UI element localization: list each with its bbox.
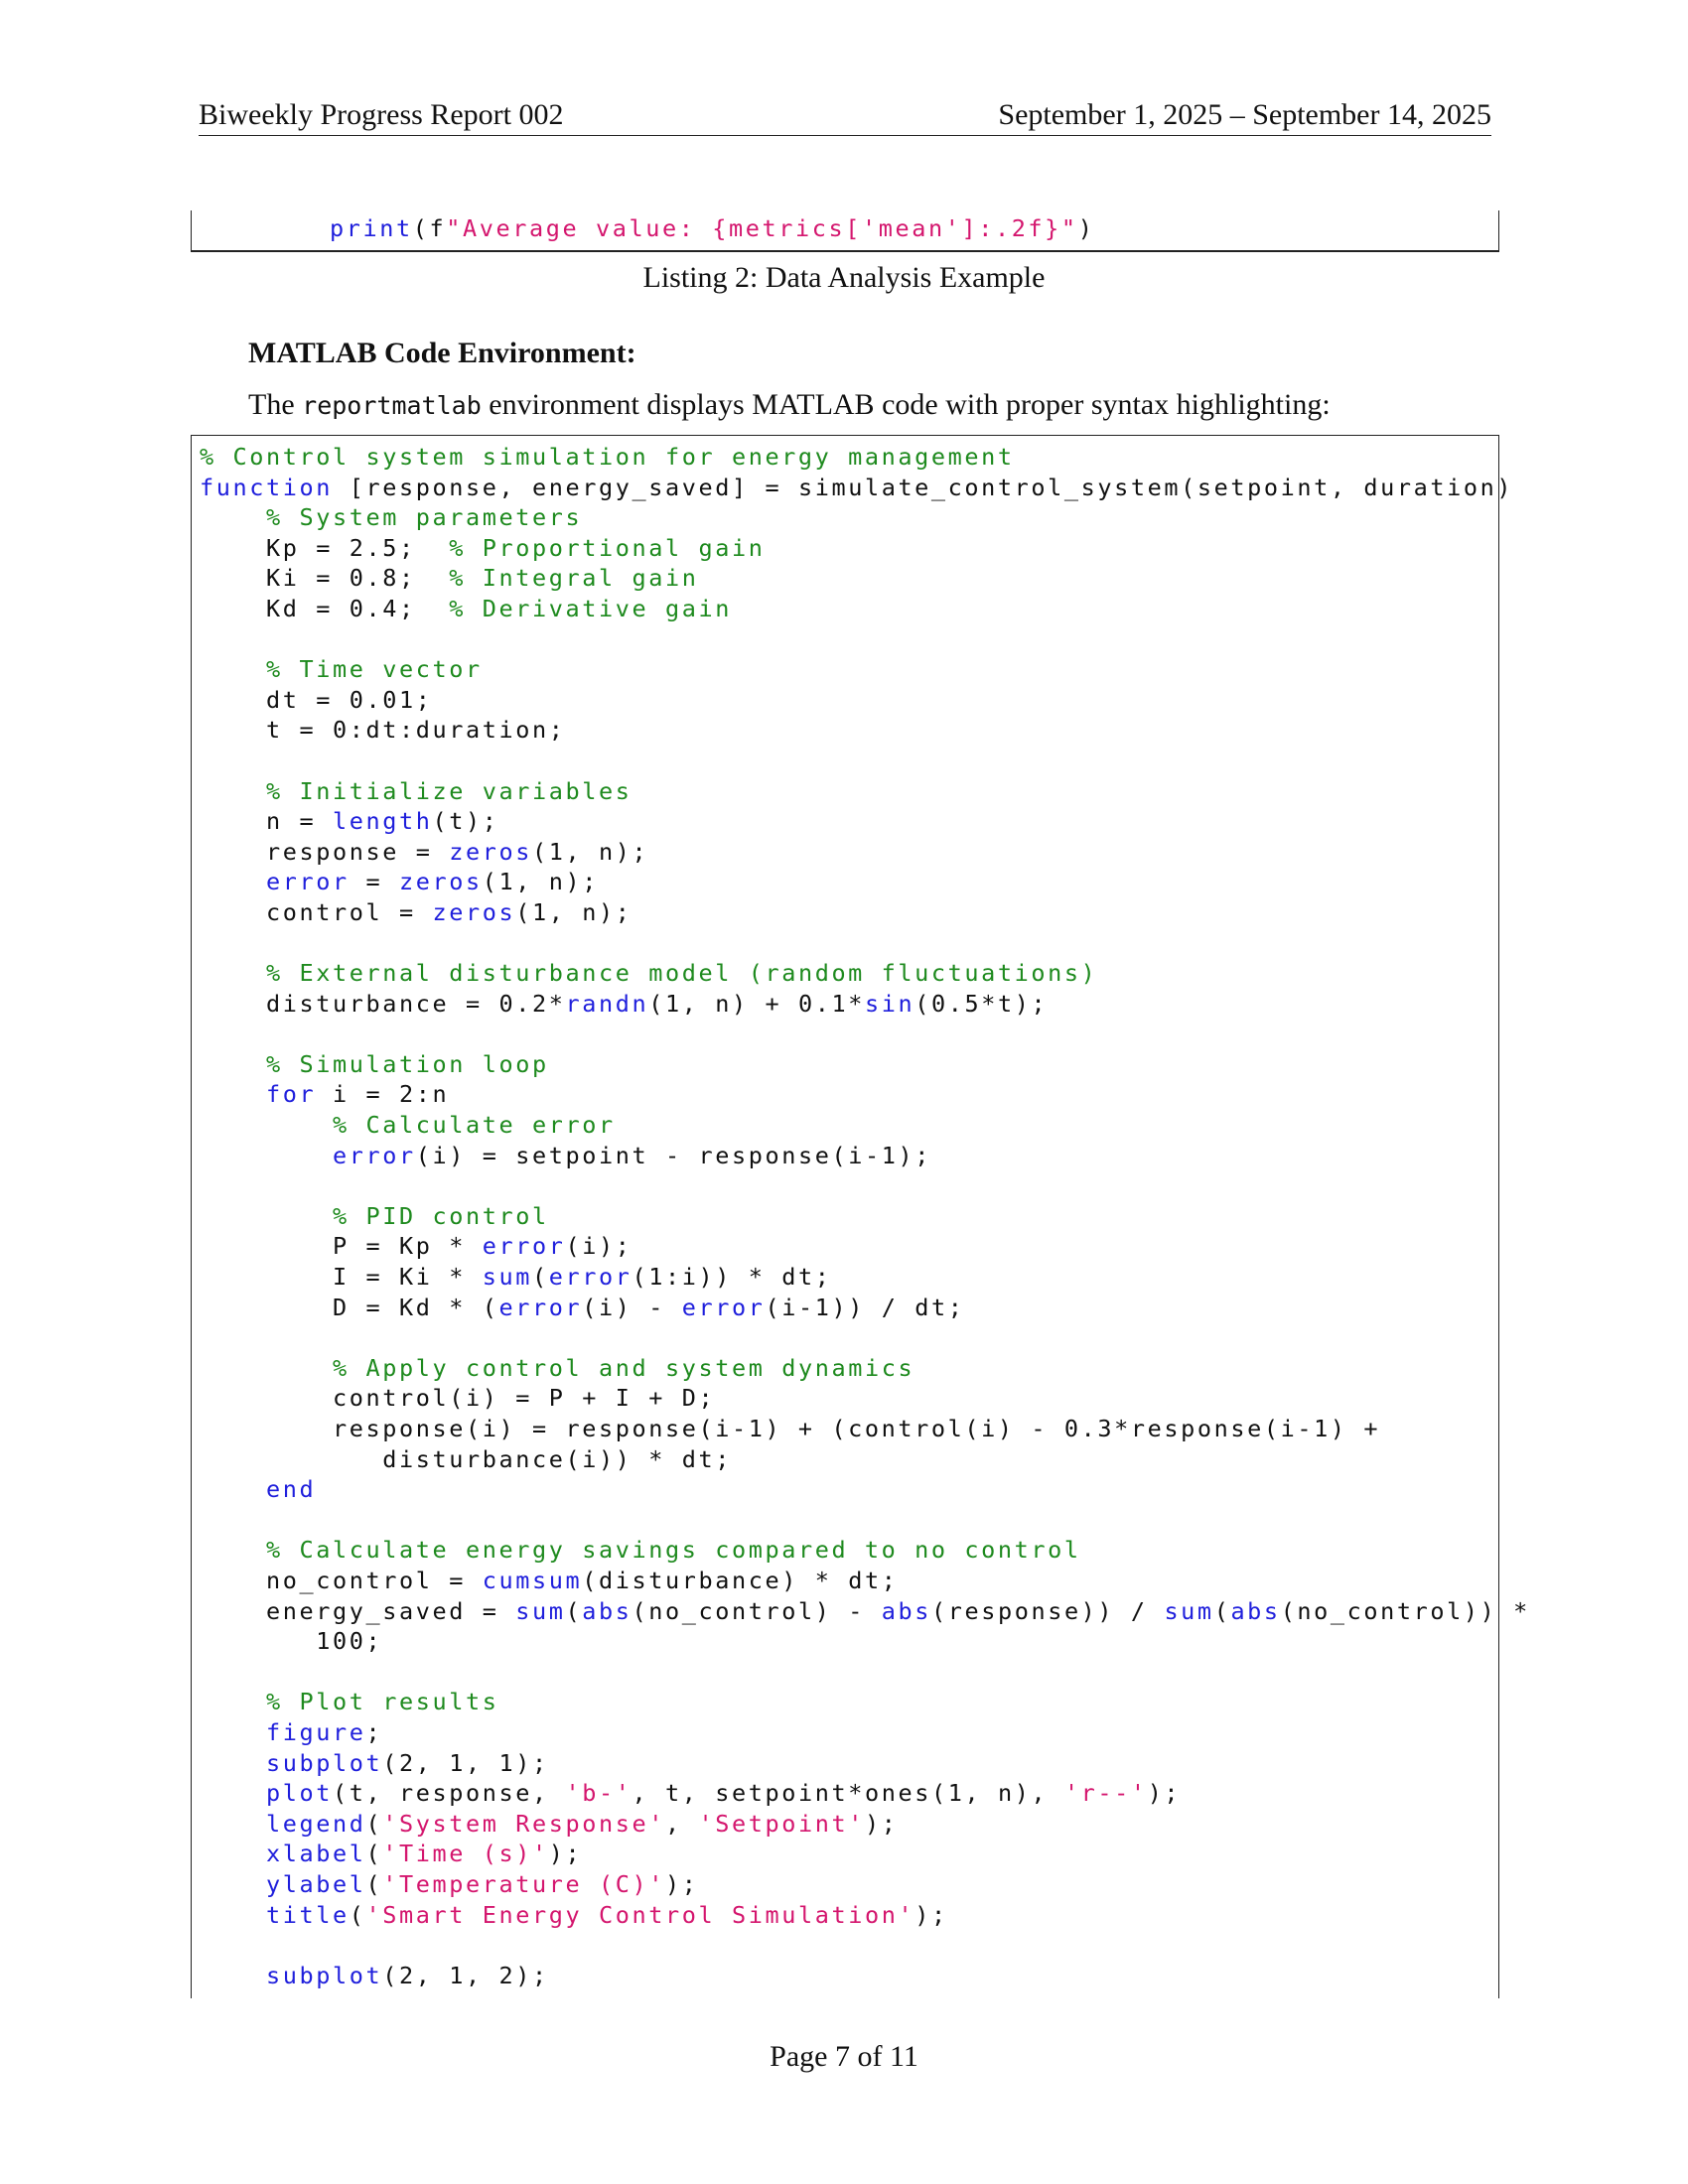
code-line bbox=[200, 1322, 1530, 1353]
code-line: response(i) = response(i-1) + (control(i) - 0.3*response(i-1) + bbox=[200, 1415, 1381, 1442]
code-line: for i = 2:n bbox=[266, 1080, 450, 1109]
code-line: disturbance(i)) * dt; bbox=[200, 1444, 732, 1473]
code-line: legend('System Response', 'Setpoint'); bbox=[266, 1809, 899, 1838]
code-line: ylabel('Temperature (C)'); bbox=[266, 1869, 699, 1898]
intro-text-before: The bbox=[248, 388, 303, 421]
code-line: % Plot results bbox=[266, 1688, 499, 1716]
intro-text-after: environment displays MATLAB code with proper syntax highlighting: bbox=[481, 388, 1331, 421]
code-line: function [response, energy_saved] = simulate_control_system(setpoint, duration) bbox=[200, 473, 1514, 501]
code-line: disturbance = 0.2*randn(1, n) + 0.1*sin(0.5*t); bbox=[200, 989, 1049, 1018]
environment-name: reportmatlab bbox=[302, 391, 482, 420]
code-line: figure; bbox=[266, 1717, 383, 1746]
code-line: end bbox=[266, 1475, 317, 1504]
code-line: Kp = 2.5; % Proportional gain bbox=[200, 533, 766, 562]
code-line: subplot(2, 1, 2); bbox=[266, 1961, 549, 1989]
report-date-range: September 1, 2025 – September 14, 2025 bbox=[998, 98, 1491, 131]
code-line bbox=[200, 1930, 1530, 1961]
code-line: % Calculate energy savings compared to no control bbox=[266, 1536, 1081, 1565]
code-line: error(i) = setpoint - response(i-1); bbox=[333, 1141, 931, 1169]
code-line: % Simulation loop bbox=[266, 1049, 549, 1078]
code-line: dt = 0.01; bbox=[200, 685, 433, 714]
matlab-code-block bbox=[191, 435, 1530, 1998]
code-line: no_control = cumsum(disturbance) * dt; bbox=[200, 1566, 899, 1594]
intro-paragraph bbox=[248, 385, 1331, 426]
code-line: title('Smart Energy Control Simulation'); bbox=[266, 1900, 948, 1929]
code-line: % System parameters bbox=[266, 503, 583, 532]
code-line: % Calculate error bbox=[333, 1111, 616, 1140]
code-line: error = zeros(1, n); bbox=[266, 868, 599, 896]
report-title: Biweekly Progress Report 002 bbox=[199, 98, 564, 131]
code-line: I = Ki * sum(error(1:i)) * dt; bbox=[200, 1263, 832, 1292]
code-line bbox=[200, 1170, 1530, 1201]
code-line: P = Kp * error(i); bbox=[200, 1232, 633, 1261]
code-line: % Apply control and system dynamics bbox=[333, 1353, 915, 1382]
code-line: n = length(t); bbox=[200, 807, 499, 836]
code-line: Ki = 0.8; % Integral gain bbox=[200, 564, 699, 593]
code-line: subplot(2, 1, 1); bbox=[266, 1748, 549, 1777]
page-header bbox=[199, 95, 1491, 136]
code-line: Kd = 0.4; % Derivative gain bbox=[200, 594, 732, 622]
code-line bbox=[200, 1657, 1530, 1688]
code-line: energy_saved = sum(abs(no_control) - abs(response)) / sum(abs(no_control)) * bbox=[200, 1596, 1530, 1625]
code-line: plot(t, response, 'b-', t, setpoint*ones(1, n), 'r--'); bbox=[266, 1779, 1182, 1808]
code-line: response = zeros(1, n); bbox=[200, 837, 649, 866]
code-line: xlabel('Time (s)'); bbox=[266, 1840, 583, 1868]
code-line bbox=[200, 928, 1530, 959]
code-line bbox=[200, 1019, 1530, 1049]
matlab-code-lines bbox=[200, 442, 1530, 1990]
listing-caption: Listing 2: Data Analysis Example bbox=[642, 261, 1046, 294]
python-listing-tail bbox=[191, 210, 1499, 252]
code-line: % Time vector bbox=[266, 655, 483, 684]
code-line: control = zeros(1, n); bbox=[200, 897, 633, 926]
code-line bbox=[200, 1505, 1530, 1536]
code-line: % Initialize variables bbox=[266, 776, 633, 805]
code-line bbox=[200, 746, 1530, 776]
code-line: % PID control bbox=[333, 1201, 549, 1230]
code-line bbox=[200, 624, 1530, 655]
code-line: % External disturbance model (random fluctuations) bbox=[266, 959, 1098, 988]
code-line: 100; bbox=[200, 1627, 383, 1656]
section-heading: MATLAB Code Environment: bbox=[248, 337, 636, 369]
page-number: Page 7 of 11 bbox=[770, 2040, 918, 2073]
code-line: control(i) = P + I + D; bbox=[200, 1384, 716, 1413]
code-line: print(f"Average value: {metrics['mean']:.2f}") bbox=[330, 214, 1095, 242]
code-line: % Control system simulation for energy management bbox=[200, 443, 1015, 471]
code-line: t = 0:dt:duration; bbox=[200, 716, 566, 745]
code-line: D = Kd * (error(i) - error(i-1)) / dt; bbox=[200, 1293, 965, 1321]
